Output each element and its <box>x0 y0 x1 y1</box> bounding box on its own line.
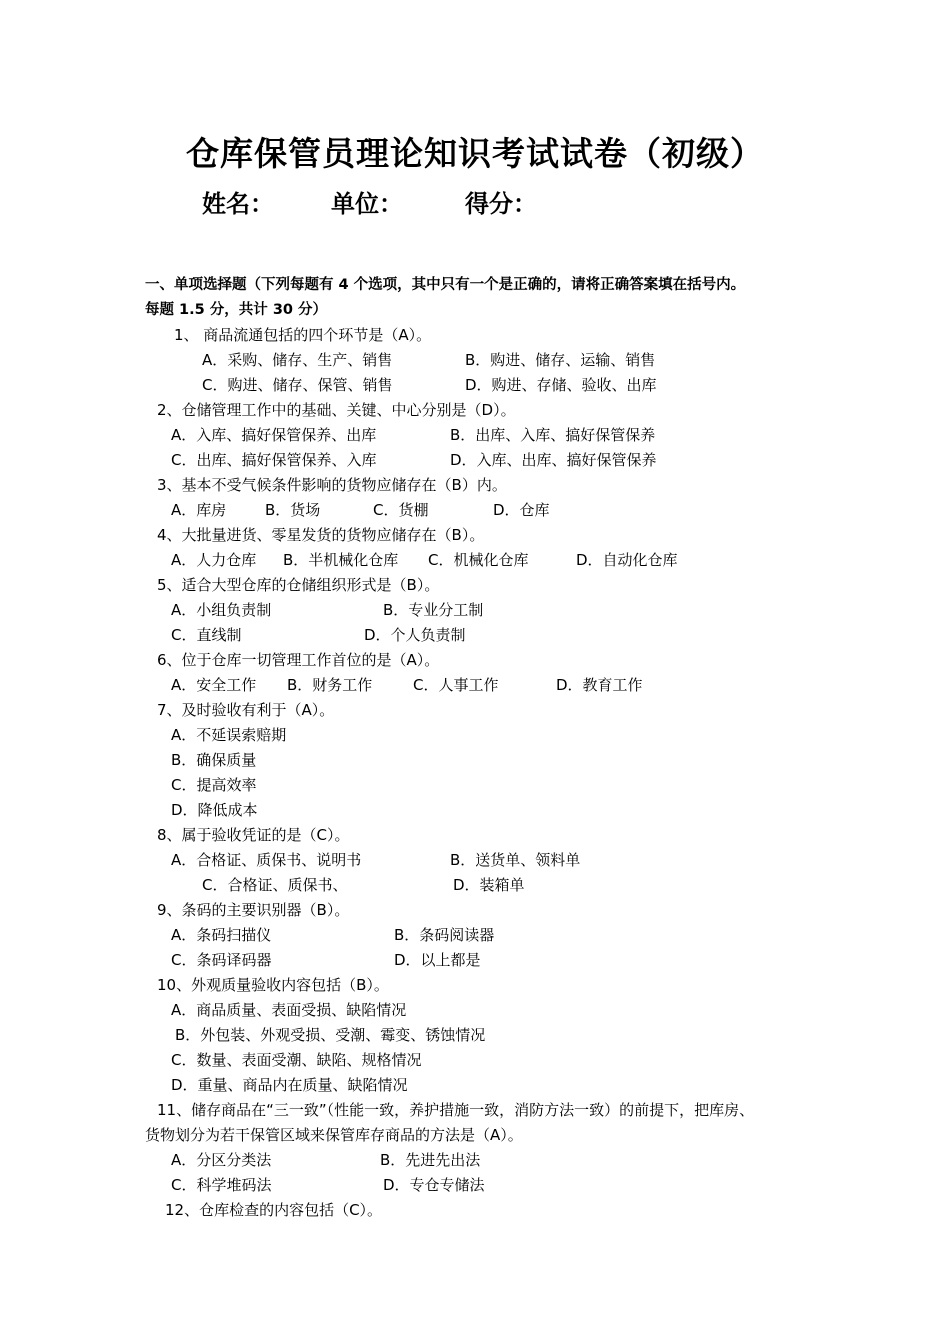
option-d: D．装箱单 <box>453 876 525 894</box>
option-d: D．自动化仓库 <box>576 551 678 569</box>
option-b: B．外包装、外观受损、受潮、霉变、锈蚀情况 <box>175 1026 486 1044</box>
option-d: D．教育工作 <box>556 676 643 694</box>
option-c: C．购进、储存、保管、销售 <box>202 376 393 394</box>
option-c: C．条码译码器 <box>171 951 272 969</box>
option-c: C．提高效率 <box>171 776 257 794</box>
option-a: A．商品质量、表面受损、缺陷情况 <box>171 1001 407 1019</box>
question-stem: 6、位于仓库一切管理工作首位的是（A）。 <box>157 651 440 669</box>
option-b: B．货场 <box>265 501 321 519</box>
option-a: A．分区分类法 <box>171 1151 272 1169</box>
option-a: A．不延误索赔期 <box>171 726 287 744</box>
page-title: 仓库保管员理论知识考试试卷（初级） <box>186 134 764 173</box>
option-d: D．重量、商品内在质量、缺陷情况 <box>171 1076 408 1094</box>
question-stem: 4、大批量进货、零星发货的货物应储存在（B）。 <box>157 526 485 544</box>
question-stem: 11、储存商品在“三一致”（性能一致，养护措施一致，消防方法一致）的前提下，把库房、 <box>157 1101 755 1119</box>
option-a: A．采购、储存、生产、销售 <box>202 351 393 369</box>
option-c: C．出库、搞好保管保养、入库 <box>171 451 377 469</box>
option-d: D．个人负责制 <box>364 626 466 644</box>
option-a: A．库房 <box>171 501 227 519</box>
question-stem: 8、属于验收凭证的是（C）。 <box>157 826 350 844</box>
option-b: B．确保质量 <box>171 751 257 769</box>
option-c: C．直线制 <box>171 626 242 644</box>
option-d: D．降低成本 <box>171 801 258 819</box>
question-stem: 12、仓库检查的内容包括（C）。 <box>165 1201 383 1219</box>
question-stem: 2、仓储管理工作中的基础、关键、中心分别是（D）。 <box>157 401 516 419</box>
option-b: B．送货单、领料单 <box>450 851 581 869</box>
option-c: C．机械化仓库 <box>428 551 529 569</box>
question-stem: 10、外观质量验收内容包括（B）。 <box>157 976 389 994</box>
question-stem: 9、条码的主要识别器（B）。 <box>157 901 350 919</box>
option-c: C．科学堆码法 <box>171 1176 272 1194</box>
option-d: D．仓库 <box>493 501 550 519</box>
option-b: B．购进、储存、运输、销售 <box>465 351 656 369</box>
unit-label: 单位： <box>331 190 403 218</box>
option-b: B．出库、入库、搞好保管保养 <box>450 426 656 444</box>
option-a: A．人力仓库 <box>171 551 257 569</box>
section-heading-cont: 每题 1.5 分，共计 30 分） <box>145 302 328 318</box>
option-d: D．购进、存储、验收、出库 <box>465 376 657 394</box>
question-stem: 5、适合大型仓库的仓储组织形式是（B）。 <box>157 576 440 594</box>
option-a: A．入库、搞好保管保养、出库 <box>171 426 377 444</box>
option-c: C．货棚 <box>373 501 429 519</box>
question-stem: 7、及时验收有利于（A）。 <box>157 701 335 719</box>
option-b: B．专业分工制 <box>383 601 484 619</box>
option-d: D．以上都是 <box>394 951 481 969</box>
option-c: C．合格证、质保书、 <box>202 876 348 894</box>
option-c: C．数量、表面受潮、缺陷、规格情况 <box>171 1051 422 1069</box>
option-a: A．条码扫描仪 <box>171 926 272 944</box>
option-b: B．先进先出法 <box>380 1151 481 1169</box>
question-stem: 1、 商品流通包括的四个环节是（A）。 <box>174 326 432 344</box>
score-label: 得分： <box>465 190 537 218</box>
name-label: 姓名： <box>202 190 274 218</box>
option-a: A．安全工作 <box>171 676 257 694</box>
section-heading: 一、单项选择题（下列每题有 4 个选项，其中只有一个是正确的，请将正确答案填在括号内。 <box>145 277 746 293</box>
question-stem: 3、基本不受气候条件影响的货物应储存在（B）内。 <box>157 476 507 494</box>
option-d: D．入库、出库、搞好保管保养 <box>450 451 657 469</box>
option-a: A．合格证、质保书、说明书 <box>171 851 362 869</box>
option-b: B．半机械化仓库 <box>283 551 399 569</box>
question-stem-cont: 货物划分为若干保管区域来保管库存商品的方法是（A）。 <box>145 1126 523 1144</box>
option-b: B．条码阅读器 <box>394 926 495 944</box>
option-a: A．小组负责制 <box>171 601 272 619</box>
option-c: C．人事工作 <box>413 676 499 694</box>
option-d: D．专仓专储法 <box>383 1176 485 1194</box>
option-b: B．财务工作 <box>287 676 373 694</box>
